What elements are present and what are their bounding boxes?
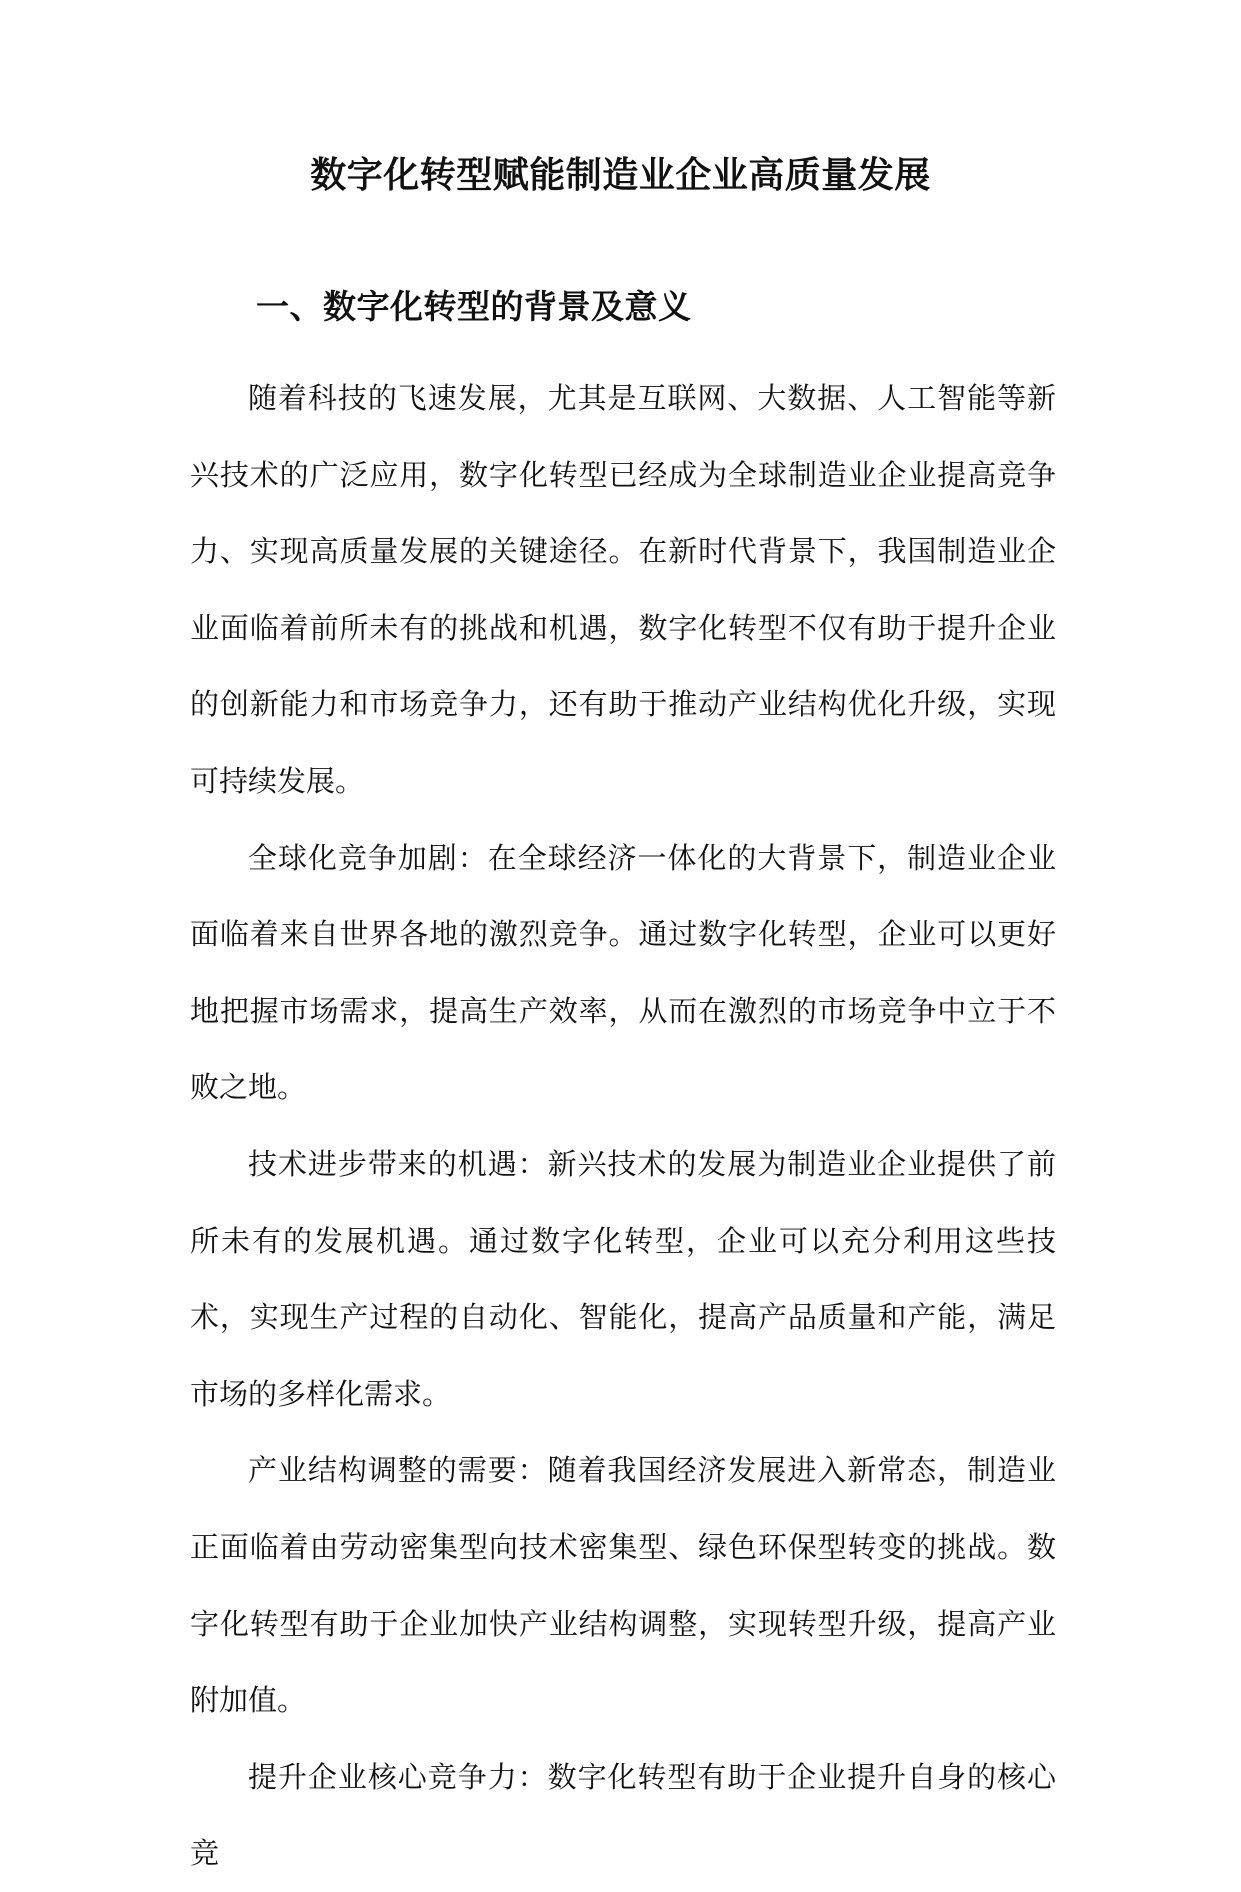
paragraph: 全球化竞争加剧：在全球经济一体化的大背景下，制造业企业面临着来自世界各地的激烈竞争。通过数字化转型，企业可以更好地把握市场需求，提高生产效率，从而在激烈的市场竞争中立于不败之地。 [190,840,1056,1105]
body-text [190,360,1056,1892]
section-heading: 一、数字化转型的背景及意义 [256,287,692,326]
document-title: 数字化转型赋能制造业企业高质量发展 [310,155,931,196]
paragraph: 产业结构调整的需要：随着我国经济发展进入新常态，制造业正面临着由劳动密集型向技术密集型、绿色环保型转变的挑战。数字化转型有助于企业加快产业结构调整，实现转型升级，提高产业附加值。 [190,1453,1056,1718]
paragraph: 随着科技的飞速发展，尤其是互联网、大数据、人工智能等新兴技术的广泛应用，数字化转型已经成为全球制造业企业提高竞争力、实现高质量发展的关键途径。在新时代背景下，我国制造业企业面临着前所未有的挑战和机遇，数字化转型不仅有助于提升企业的创新能力和市场竞争力，还有助于推动产业结构优化升级，实现可持续发展。 [190,381,1056,798]
paragraph: 提升企业核心竞争力：数字化转型有助于企业提升自身的核心竞 [190,1759,1056,1871]
paragraph: 技术进步带来的机遇：新兴技术的发展为制造业企业提供了前所未有的发展机遇。通过数字化转型，企业可以充分利用这些技术，实现生产过程的自动化、智能化，提高产品质量和产能，满足市场的多样化需求。 [190,1146,1056,1411]
